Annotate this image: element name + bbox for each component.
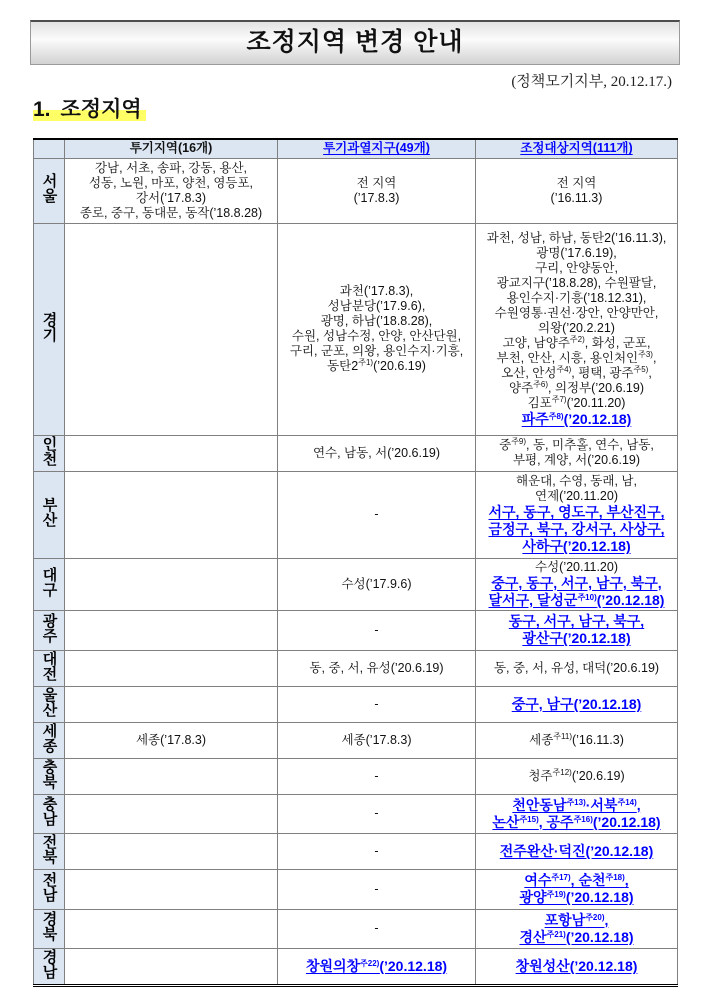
region-label: 충북 [40,758,58,789]
zone-line: 부평, 계양, 서(’20.6.19) [512,453,641,467]
footnote-mark: 주1) [358,358,374,367]
zone-line: 강남, 서초, 송파, 강동, 용산, [94,160,247,175]
zone-line: 광명, 하남(’18.8.28), [320,314,433,328]
zone-line: 성남분당(’17.9.6), [327,299,426,313]
zone-text: 여수 [524,872,552,888]
new-zone-line [478,521,675,538]
region-label: 전남 [40,871,58,902]
overheated-zone-cell [278,686,476,722]
zone-text: 서구, 동구, 영도구, 부산진구, [488,504,665,520]
zone-line: 연수, 남동, 서(’20.6.19) [312,445,441,460]
zone-text: , 공주 [538,813,574,830]
zone-text: , [636,796,641,813]
region-cell [34,435,65,471]
footnote-mark: 주4) [556,364,572,374]
zone-line [478,396,675,411]
zone-text: 금정구, 북구, 강서구, 사상구, [488,521,665,537]
region-cell [34,471,65,558]
region-label: 경북 [40,911,58,941]
zone-text: , [652,350,657,365]
region-cell [34,686,65,722]
new-zone-line [478,912,675,929]
zone-line: 과천, 성남, 하남, 동탄2(’16.11.3), [486,230,667,245]
region-cell [34,223,65,435]
zone-text: 동탄2 [327,359,359,373]
speculation-zone-cell [65,610,278,650]
zone-text: 사하구(’20.12.18) [522,538,631,554]
zone-text: 논산 [492,813,520,830]
table-row [34,909,678,948]
zone-line: 수원영통·권선·장안, 안양만안, [494,305,659,320]
region-cell [34,650,65,686]
overheated-zone-cell [278,610,476,650]
zone-line [280,359,473,374]
region-label: 대구 [40,566,58,597]
footnote-mark: 주12) [552,767,572,777]
zone-text: 천안동남 [512,796,567,813]
region-label: 대전 [40,650,58,681]
zone-text: 창원성산(’20.12.18) [515,957,638,974]
table-row [34,869,678,909]
overheated-zone-cell [278,833,476,869]
speculation-zone-cell [65,686,278,722]
region-cell [34,158,65,223]
zone-text: (’20.12.18) [379,957,448,974]
overheated-zone-cell [278,158,476,223]
zone-line: 용인수지·기흥(’18.12.31), [506,290,647,305]
zone-line: - [374,696,379,711]
new-zone-line [478,958,675,975]
adjustment-zone-cell [476,686,678,722]
new-zone-line [478,696,675,713]
zone-text: 부천, 안산, 시흥, 용인처인 [496,350,639,365]
zone-text: 중 [499,438,512,452]
zone-line: 광교지구(’18.8.28), 수원팔달, [496,275,657,290]
region-cell [34,948,65,985]
zone-line [478,733,675,748]
speculation-zone-cell [65,722,278,758]
footnote-mark: 주8) [548,411,564,421]
zone-line: 종로, 중구, 동대문, 동작(’18.8.28) [79,205,263,220]
table-row [34,686,678,722]
zone-line: 세종(’17.8.3) [135,732,206,747]
section-heading [33,97,146,123]
footnote-mark: 주2) [569,334,585,344]
zone-line [478,381,675,396]
zone-line: 세종(’17.8.3) [341,732,412,747]
footnote-mark: 주17) [551,873,571,882]
footnote-mark: 주11) [553,731,572,741]
region-label: 경남 [40,948,58,979]
table-row [34,650,678,686]
zone-text: 김포 [527,395,552,410]
adjustment-area-table [33,138,678,987]
zone-text: (’20.12.18) [563,410,632,427]
zone-text: 경산 [519,928,547,945]
zone-text: 달서구, 달성군 [488,591,578,608]
adjustment-zone-cell [476,948,678,985]
header-region [34,139,65,158]
zone-text: 포항남 [544,911,586,928]
header-adjustment-zone: 조정대상지역(111개) [476,139,678,158]
zone-text: 양주 [509,380,534,395]
new-zone-line [478,872,675,889]
zone-line: - [374,768,379,783]
table-row [34,435,678,471]
zone-line: - [374,622,379,637]
region-cell [34,833,65,869]
adjustment-zone-cell [476,471,678,558]
zone-text: (’16.11.3) [571,732,624,747]
speculation-zone-cell [65,869,278,909]
zone-line: 동, 중, 서, 유성(’20.6.19) [309,660,444,675]
zone-line [478,336,675,351]
speculation-zone-cell [65,558,278,610]
header-overheated-zone: 투기과열지구(49개) [278,139,476,158]
new-zone-line [478,538,675,555]
speculation-zone-cell [65,909,278,948]
table-header-row [34,139,678,158]
footnote-mark: 주20) [585,912,605,922]
region-label: 세종 [40,722,58,753]
adjustment-zone-cell [476,722,678,758]
footnote-mark: 주18) [605,873,625,882]
new-zone-line [478,592,675,609]
zone-text: , 화성, 군포, [584,335,651,350]
zone-line: 강서(’17.8.3) [135,190,206,205]
region-label: 충남 [40,796,58,826]
page-title: 조정지역 변경 안내 [246,28,464,56]
zone-text: ·서북 [585,796,618,813]
table-row [34,833,678,869]
adjustment-zone-cell [476,223,678,435]
overheated-zone-cell [278,794,476,833]
table-row [34,158,678,223]
zone-line: 성동, 노원, 마포, 양천, 영등포, [88,175,254,190]
zone-line: 광명(’17.6.19), [536,245,617,260]
zone-text: , [604,911,609,928]
speculation-zone-cell [65,650,278,686]
adjustment-zone-cell [476,158,678,223]
region-cell [34,869,65,909]
overheated-zone-cell [278,869,476,909]
overheated-zone-cell [278,435,476,471]
zone-text: (’20.6.19) [571,768,625,783]
new-zone-line [478,814,675,831]
zone-line: 수원, 성남수정, 안양, 안산단원, [291,329,462,343]
footnote-mark: 주21) [546,929,566,939]
zone-line: 전 지역 [556,175,597,190]
zone-text: , 의정부(’20.6.19) [548,380,644,395]
speculation-zone-cell [65,471,278,558]
zone-text: , 평택, 광주 [571,365,634,380]
zone-text: 광양 [519,889,547,905]
zone-line: 수성(’20.11.20) [535,559,618,574]
zone-line: 연제(’20.11.20) [535,489,618,503]
zone-line [478,351,675,366]
section-title: 조정지역 [60,98,142,121]
adjustment-zone-cell [476,794,678,833]
region-cell [34,558,65,610]
zone-text: (’20.12.18) [592,813,661,830]
overheated-zone-cell [278,558,476,610]
speculation-zone-cell [65,158,278,223]
overheated-zone-cell [278,471,476,558]
table-body [34,158,678,985]
footnote-mark: 주5) [633,364,649,374]
new-zone-line [478,575,675,592]
table-row [34,794,678,833]
footnote-mark: 주10) [577,592,597,602]
zone-line: 구리, 안양동안, [535,260,618,275]
adjustment-zone-cell [476,758,678,794]
overheated-zone-cell [278,722,476,758]
zone-line [478,366,675,381]
speculation-zone-cell [65,948,278,985]
adjustment-zone-cell [476,435,678,471]
zone-line: - [374,507,379,521]
zone-line: 동, 중, 서, 유성, 대덕(’20.6.19) [493,660,660,675]
zone-line [478,438,675,453]
zone-line: 과천(’17.8.3), [339,284,414,298]
new-zone-line [478,889,675,906]
region-label: 전북 [40,833,58,864]
overheated-zone-cell [278,650,476,686]
adjustment-zone-cell [476,833,678,869]
zone-line: 구리, 군포, 의왕, 용인수지·기흥, [289,344,464,358]
new-zone-line [478,929,675,946]
footnote-mark: 주14) [617,797,637,807]
title-box [30,20,680,65]
table-row [34,471,678,558]
overheated-zone-cell [278,758,476,794]
zone-text: (’20.12.18) [565,928,634,945]
source-note: (정책모기지부, 20.12.17.) [511,74,672,90]
region-label: 경기 [40,311,58,342]
region-cell [34,610,65,650]
overheated-zone-cell [278,948,476,985]
footnote-mark: 주16) [573,814,593,824]
zone-line: - [374,921,379,935]
speculation-zone-cell [65,223,278,435]
zone-text: , [648,365,652,380]
zone-line: - [374,843,379,858]
footnote-mark: 주6) [533,379,548,389]
zone-text: 세종 [529,732,554,747]
region-label: 부산 [40,497,58,527]
zone-text: 광산구(’20.12.18) [522,630,631,646]
region-label: 서울 [40,173,58,203]
zone-text: 중구, 동구, 서구, 남구, 북구, [491,574,662,591]
zone-line: (’17.8.3) [353,190,400,205]
region-label: 울산 [40,686,58,717]
region-cell [34,758,65,794]
zone-text: 청주 [528,768,553,783]
adjustment-zone-cell [476,558,678,610]
new-zone-line [280,958,473,975]
zone-text: 창원의창 [305,957,361,974]
zone-line: - [374,806,379,820]
overheated-zone-cell [278,909,476,948]
adjustment-zone-cell [476,650,678,686]
footnote-mark: 주7) [551,394,567,404]
new-zone-line [478,411,675,428]
speculation-zone-cell [65,833,278,869]
zone-line: - [374,881,379,896]
zone-text: , 동, 미추홀, 연수, 남동, [526,438,654,452]
footnote-mark: 주13) [566,797,586,807]
table-row [34,758,678,794]
overheated-zone-cell [278,223,476,435]
speculation-zone-cell [65,758,278,794]
zone-line: 해운대, 수영, 동래, 남, [516,474,637,488]
zone-line [478,769,675,784]
zone-text: (’20.6.19) [373,359,426,373]
zone-text: (’20.12.18) [596,591,665,608]
new-zone-line [478,843,675,860]
zone-text: , [624,872,629,888]
header-speculation-zone: 투기지역(16개) [65,139,278,158]
footnote-mark: 주19) [546,890,566,899]
region-label: 광주 [40,612,58,643]
zone-text: 동구, 서구, 남구, 북구, [508,613,645,629]
zone-text: (’20.11.20) [566,395,626,410]
zone-line: (’16.11.3) [550,190,603,205]
table-row [34,948,678,985]
table-row [34,223,678,435]
zone-text: 파주 [521,410,549,427]
adjustment-zone-cell [476,869,678,909]
speculation-zone-cell [65,435,278,471]
adjustment-zone-cell [476,610,678,650]
table-row [34,558,678,610]
section-number: 1. [33,98,51,121]
footnote-mark: 주9) [511,437,527,446]
zone-text: 전주완산·덕진(’20.12.18) [499,842,654,859]
region-label: 인천 [40,435,58,466]
zone-text: 중구, 남구(’20.12.18) [511,695,642,712]
new-zone-line [478,504,675,521]
footnote-mark: 주15) [519,814,539,824]
zone-line: 전 지역 [356,175,397,190]
region-cell [34,909,65,948]
footnote-mark: 주3) [638,349,653,359]
zone-text: , 순천 [570,872,606,888]
new-zone-line [478,613,675,630]
zone-text: 고양, 남양주 [502,335,570,350]
new-zone-line [478,797,675,814]
adjustment-zone-cell [476,909,678,948]
region-cell [34,794,65,833]
zone-line: 수성(’17.9.6) [341,576,412,591]
speculation-zone-cell [65,794,278,833]
region-cell [34,722,65,758]
zone-text: 오산, 안성 [501,365,557,380]
new-zone-line [478,630,675,647]
table-row [34,610,678,650]
table-row [34,722,678,758]
zone-line: 의왕(’20.2.21) [538,320,615,335]
footnote-mark: 주22) [360,958,380,968]
zone-text: (’20.12.18) [565,889,634,905]
